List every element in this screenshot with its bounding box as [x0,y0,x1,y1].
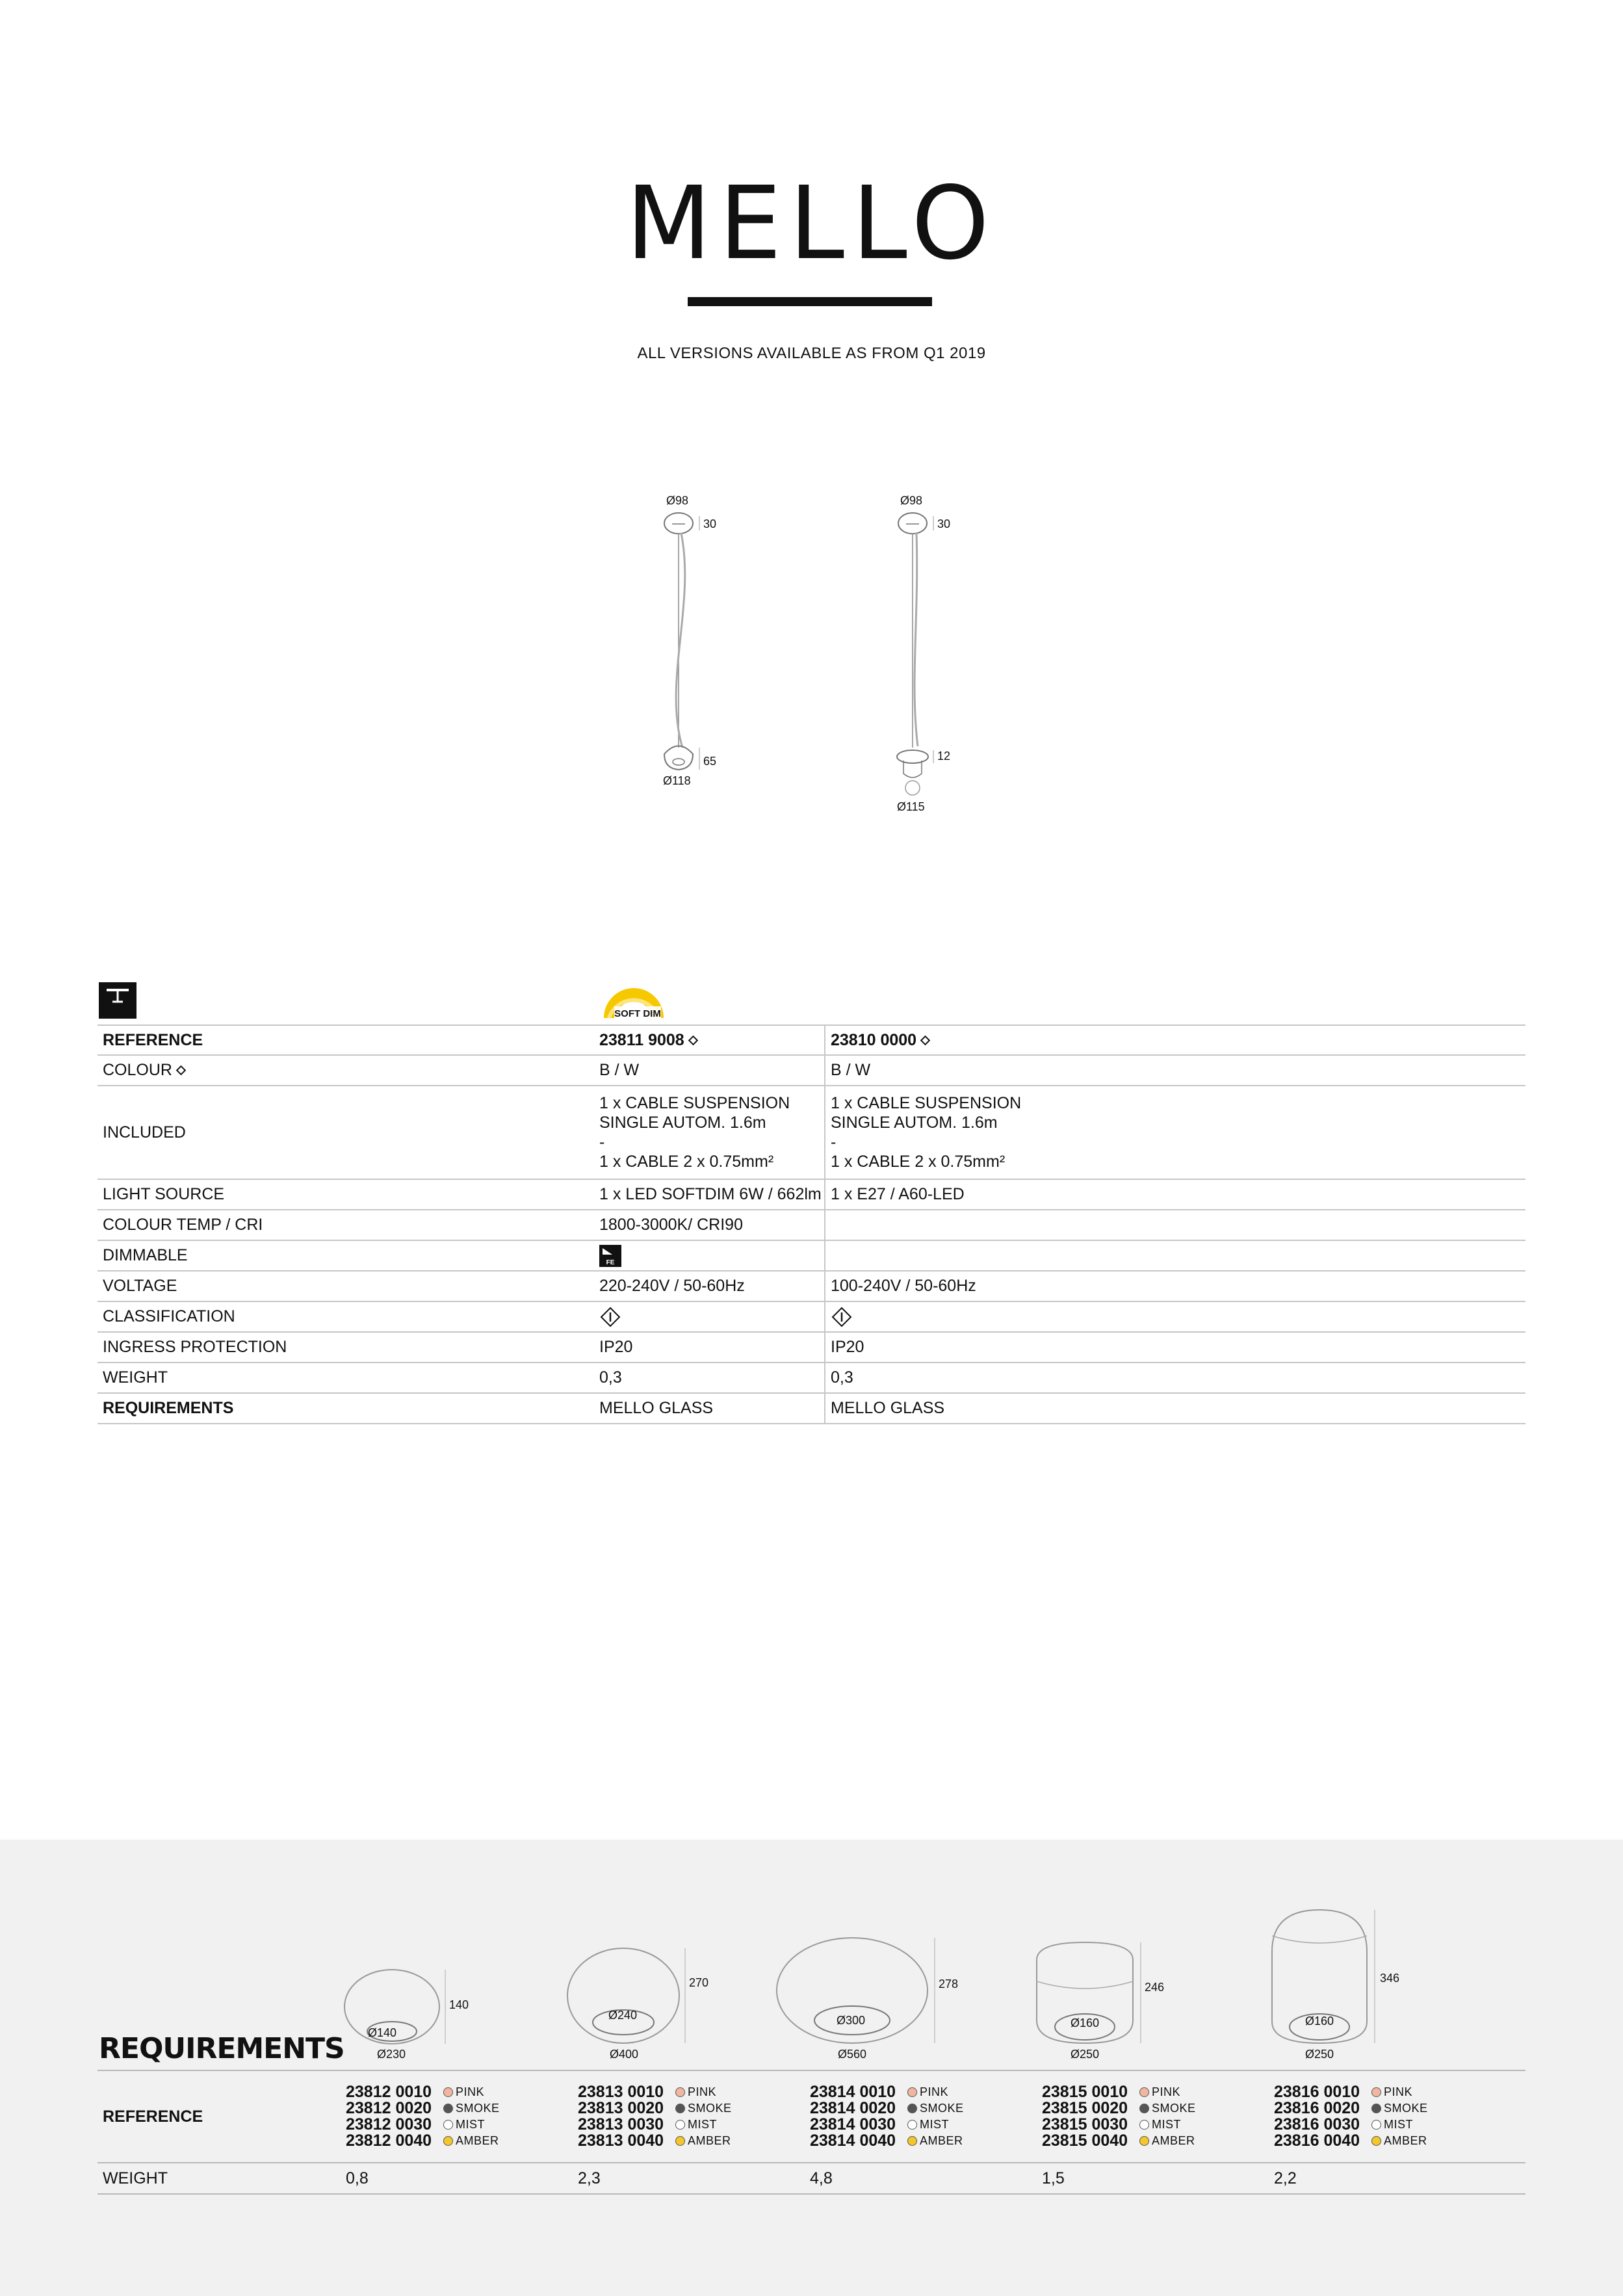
color-dot-mist [907,2120,917,2130]
spec-col2-ref: 23810 0000 [825,1026,1526,1054]
softdim-label: SOFT DIM [614,1008,661,1019]
color-dot-pink [1139,2087,1149,2097]
dim-canopy-diameter: Ø98 [900,494,923,507]
svg-text:Ø300: Ø300 [837,2014,866,2027]
svg-text:346: 346 [1380,1972,1400,1985]
drawing-e27-version [877,488,994,826]
svg-text:270: 270 [689,1976,709,1989]
spec-table [97,1024,1526,1424]
color-dot-pink [1371,2087,1381,2097]
requirements-table [97,2070,1526,2195]
svg-text:Ø250: Ø250 [1305,2048,1334,2061]
list-item: 23813 0040 AMBER [578,2132,731,2150]
color-dot-pink [907,2087,917,2097]
dim-shade-diameter: Ø118 [663,774,691,787]
dim-canopy-diameter: Ø98 [666,494,689,507]
phase-dimming-icon [599,1245,621,1267]
glass-refs-23812 [346,2071,578,2162]
color-dot-smoke [443,2104,453,2113]
requirements-weight-row: WEIGHT 0,8 2,3 4,8 1,5 2,2 [97,2163,1526,2195]
class-i-icon [831,1306,853,1328]
spec-row-weight: WEIGHT 0,3 0,3 [97,1363,1526,1394]
spec-label: REFERENCE [103,1030,203,1049]
canopy-shape [664,513,693,534]
spec-row-requirements: REQUIREMENTS MELLO GLASS MELLO GLASS [97,1394,1526,1424]
list-item: 23812 0040 AMBER [346,2132,499,2150]
glass-drawing-23813 [559,1905,721,2067]
svg-text:Ø140: Ø140 [368,2026,397,2039]
list-item: 23815 0040 AMBER [1042,2132,1195,2150]
list-item: 23813 0020 SMOKE [578,2099,732,2117]
list-item: 23812 0020 SMOKE [346,2099,500,2117]
shade-shape [664,746,693,770]
spec-row-included: INCLUDED 1 x CABLE SUSPENSION SINGLE AUTOM. 1.6m - 1 x CABLE 2 x 0.75mm² 1 x CABLE SUSPENSION SINGLE AUTOM. 1.6m - 1 x CABLE 2 x 0.75mm² [97,1086,1526,1180]
power-cable [915,533,918,746]
color-dot-pink [675,2087,685,2097]
list-item: 23816 0020 SMOKE [1274,2099,1428,2117]
svg-text:Ø160: Ø160 [1305,2015,1334,2028]
spec-row-voltage: VOLTAGE 220-240V / 50-60Hz 100-240V / 50-60Hz [97,1272,1526,1302]
softdim-badge [595,979,668,1021]
glass-refs-23814 [810,2071,1042,2162]
spec-header-row [97,1024,1526,1056]
list-item: 23812 0010 PINK [346,2083,485,2101]
product-title: MELLO [626,164,997,282]
dim-socket-height: 12 [937,750,951,763]
color-dot-pink [443,2087,453,2097]
svg-text:Ø230: Ø230 [377,2048,406,2061]
list-item: 23814 0030 MIST [810,2115,949,2133]
list-item: 23815 0020 SMOKE [1042,2099,1196,2117]
spec-row-ingress: INGRESS PROTECTION IP20 IP20 [97,1333,1526,1363]
svg-text:Ø250: Ø250 [1071,2048,1100,2061]
svg-text:Ø240: Ø240 [608,2009,638,2022]
color-dot-amber [1139,2136,1149,2146]
color-dot-mist [1139,2120,1149,2130]
glass-refs-23813 [578,2071,810,2162]
requirements-reference-row: REFERENCE 23812 0010 PINK 23812 0020 SMOKE 23812 0030 MIST 23812 0040 AMBER 23813 0010 PINK 23813 0020 SMOKE 23813 0030 MIST 23813 0040 AMBER 23814 0010 PINK 23814 0020 SMOKE 23814 0030 MIST 23814 0040 AMBER 23815 0010 PINK 23815 0020 SMOKE 23815 0030 MIST 23815 0040 AMBER 23816 0010 PINK 23816 0020 SMOKE 23816 0030 MIST 23816 0040 AMBER [97,2070,1526,2163]
diamond-icon [688,1035,698,1045]
color-dot-amber [675,2136,685,2146]
list-item: 23812 0030 MIST [346,2115,485,2133]
pendant-mount-icon [99,982,136,1019]
spec-row-classification: CLASSIFICATION [97,1302,1526,1333]
svg-text:Ø400: Ø400 [610,2048,639,2061]
diamond-icon [920,1035,931,1045]
list-item: 23816 0040 AMBER [1274,2132,1427,2150]
dim-canopy-height: 30 [937,517,951,530]
list-item: 23815 0010 PINK [1042,2083,1181,2101]
svg-text:278: 278 [939,1977,959,1990]
list-item: 23815 0030 MIST [1042,2115,1181,2133]
svg-text:246: 246 [1145,1981,1165,1994]
color-dot-amber [907,2136,917,2146]
color-dot-mist [443,2120,453,2130]
glass-drawing-23815 [1017,1905,1180,2067]
svg-text:Ø560: Ø560 [838,2048,867,2061]
bulb-shape [905,781,920,795]
spec-col1-ref: 23811 9008 [594,1026,825,1054]
dim-socket-diameter: Ø115 [897,800,925,813]
svg-text:140: 140 [449,1998,469,2011]
diamond-icon [176,1065,187,1076]
spec-row-light-source: LIGHT SOURCE 1 x LED SOFTDIM 6W / 662lm 1 x E27 / A60-LED [97,1180,1526,1210]
glass-drawing-23812 [331,1905,494,2067]
svg-text:Ø160: Ø160 [1071,2016,1100,2029]
drawing-led-version [643,488,760,800]
title-underline [688,297,932,306]
color-dot-smoke [675,2104,685,2113]
softdim-icon [595,979,668,1021]
color-dot-amber [1371,2136,1381,2146]
list-item: 23814 0020 SMOKE [810,2099,964,2117]
canopy-shape [898,513,927,534]
glass-refs-23815 [1042,2071,1274,2162]
color-dot-mist [675,2120,685,2130]
color-dot-mist [1371,2120,1381,2130]
color-dot-smoke [1371,2104,1381,2113]
list-item: 23813 0030 MIST [578,2115,717,2133]
color-dot-smoke [907,2104,917,2113]
requirements-title: REQUIREMENTS [99,2032,344,2065]
list-item: 23814 0040 AMBER [810,2132,963,2150]
list-item: 23816 0030 MIST [1274,2115,1413,2133]
list-item: 23816 0010 PINK [1274,2083,1413,2101]
spec-row-colour-temp: COLOUR TEMP / CRI 1800-3000K/ CRI90 [97,1210,1526,1241]
dim-canopy-height: 30 [703,517,717,530]
dim-shade-height: 65 [703,755,717,768]
glass-refs-23816 [1274,2071,1506,2162]
class-i-icon [599,1306,621,1328]
power-cable [676,533,685,748]
glass-drawing-23814 [770,1905,965,2067]
svg-text:FE: FE [606,1259,615,1266]
color-dot-smoke [1139,2104,1149,2113]
availability-note: ALL VERSIONS AVAILABLE AS FROM Q1 2019 [637,345,986,362]
list-item: 23813 0010 PINK [578,2083,717,2101]
spec-row-dimmable: DIMMABLE FE [97,1241,1526,1272]
glass-drawing-23816 [1251,1905,1414,2067]
color-dot-amber [443,2136,453,2146]
list-item: 23814 0010 PINK [810,2083,949,2101]
socket-holder [897,750,928,763]
spec-row-colour: COLOUR B / W B / W [97,1056,1526,1086]
